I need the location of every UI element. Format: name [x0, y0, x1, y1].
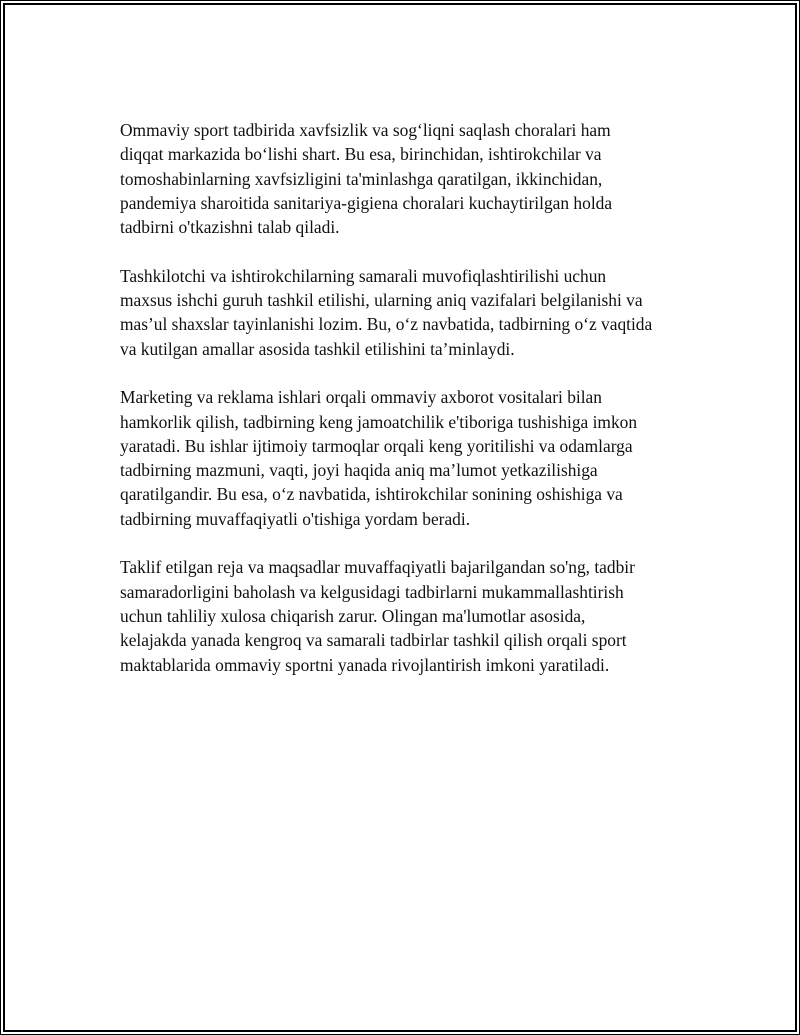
document-page [3, 3, 797, 1032]
document-body [120, 118, 710, 701]
paragraph-evaluation: Taklif etilgan reja va maqsadlar muvaffaqiyatli bajarilgandan so'ng, tadbir samaradorligini baholash va kelgusidagi tadbirlarni mukammallashtirish uchun tahliliy xulosa chiqarish zarur. Olingan ma'lumotlar asosida, kelajakda yanada kengroq va samarali tadbirlar tashkil qilish orqali sport maktablarida ommaviy sportni yanada rivojlantirish imkoni yaratiladi. [120, 557, 635, 675]
paragraph-marketing: Marketing va reklama ishlari orqali ommaviy axborot vositalari bilan hamkorlik qilish, tadbirning keng jamoatchilik e'tiboriga tushishiga imkon yaratadi. Bu ishlar ijtimoiy tarmoqlar orqali keng yoritilishi va odamlarga tadbirning mazmuni, vaqti, joyi haqida aniq ma’lumot yetkazilishiga qaratilgandir. Bu esa, o‘z navbatida, ishtirokchilar sonining oshishiga va tadbirning muvaffaqiyatli o'tishiga yordam beradi. [120, 387, 638, 529]
paragraph-coordination: Tashkilotchi va ishtirokchilarning samarali muvofiqlashtirilishi uchun maxsus ishchi guruh tashkil etilishi, ularning aniq vazifalari belgilanishi va mas’ul shaxslar tayinlanishi lozim. Bu, o‘z navbatida, tadbirning o‘z vaqtida va kutilgan amallar asosida tashkil etilishini ta’minlaydi. [120, 265, 653, 359]
paragraph-safety: Ommaviy sport tadbirida xavfsizlik va sog‘liqni saqlash choralari ham diqqat markazida bo‘lishi shart. Bu esa, birinchidan, ishtirokchilar va tomoshabinlarning xavfsizligini ta'minlashga qaratilgan, ikkinchidan, pandemiya sharoitida sanitariya-gigiena choralari kuchaytirilgan holda tadbirni o'tkazishni talab qiladi. [120, 120, 613, 238]
